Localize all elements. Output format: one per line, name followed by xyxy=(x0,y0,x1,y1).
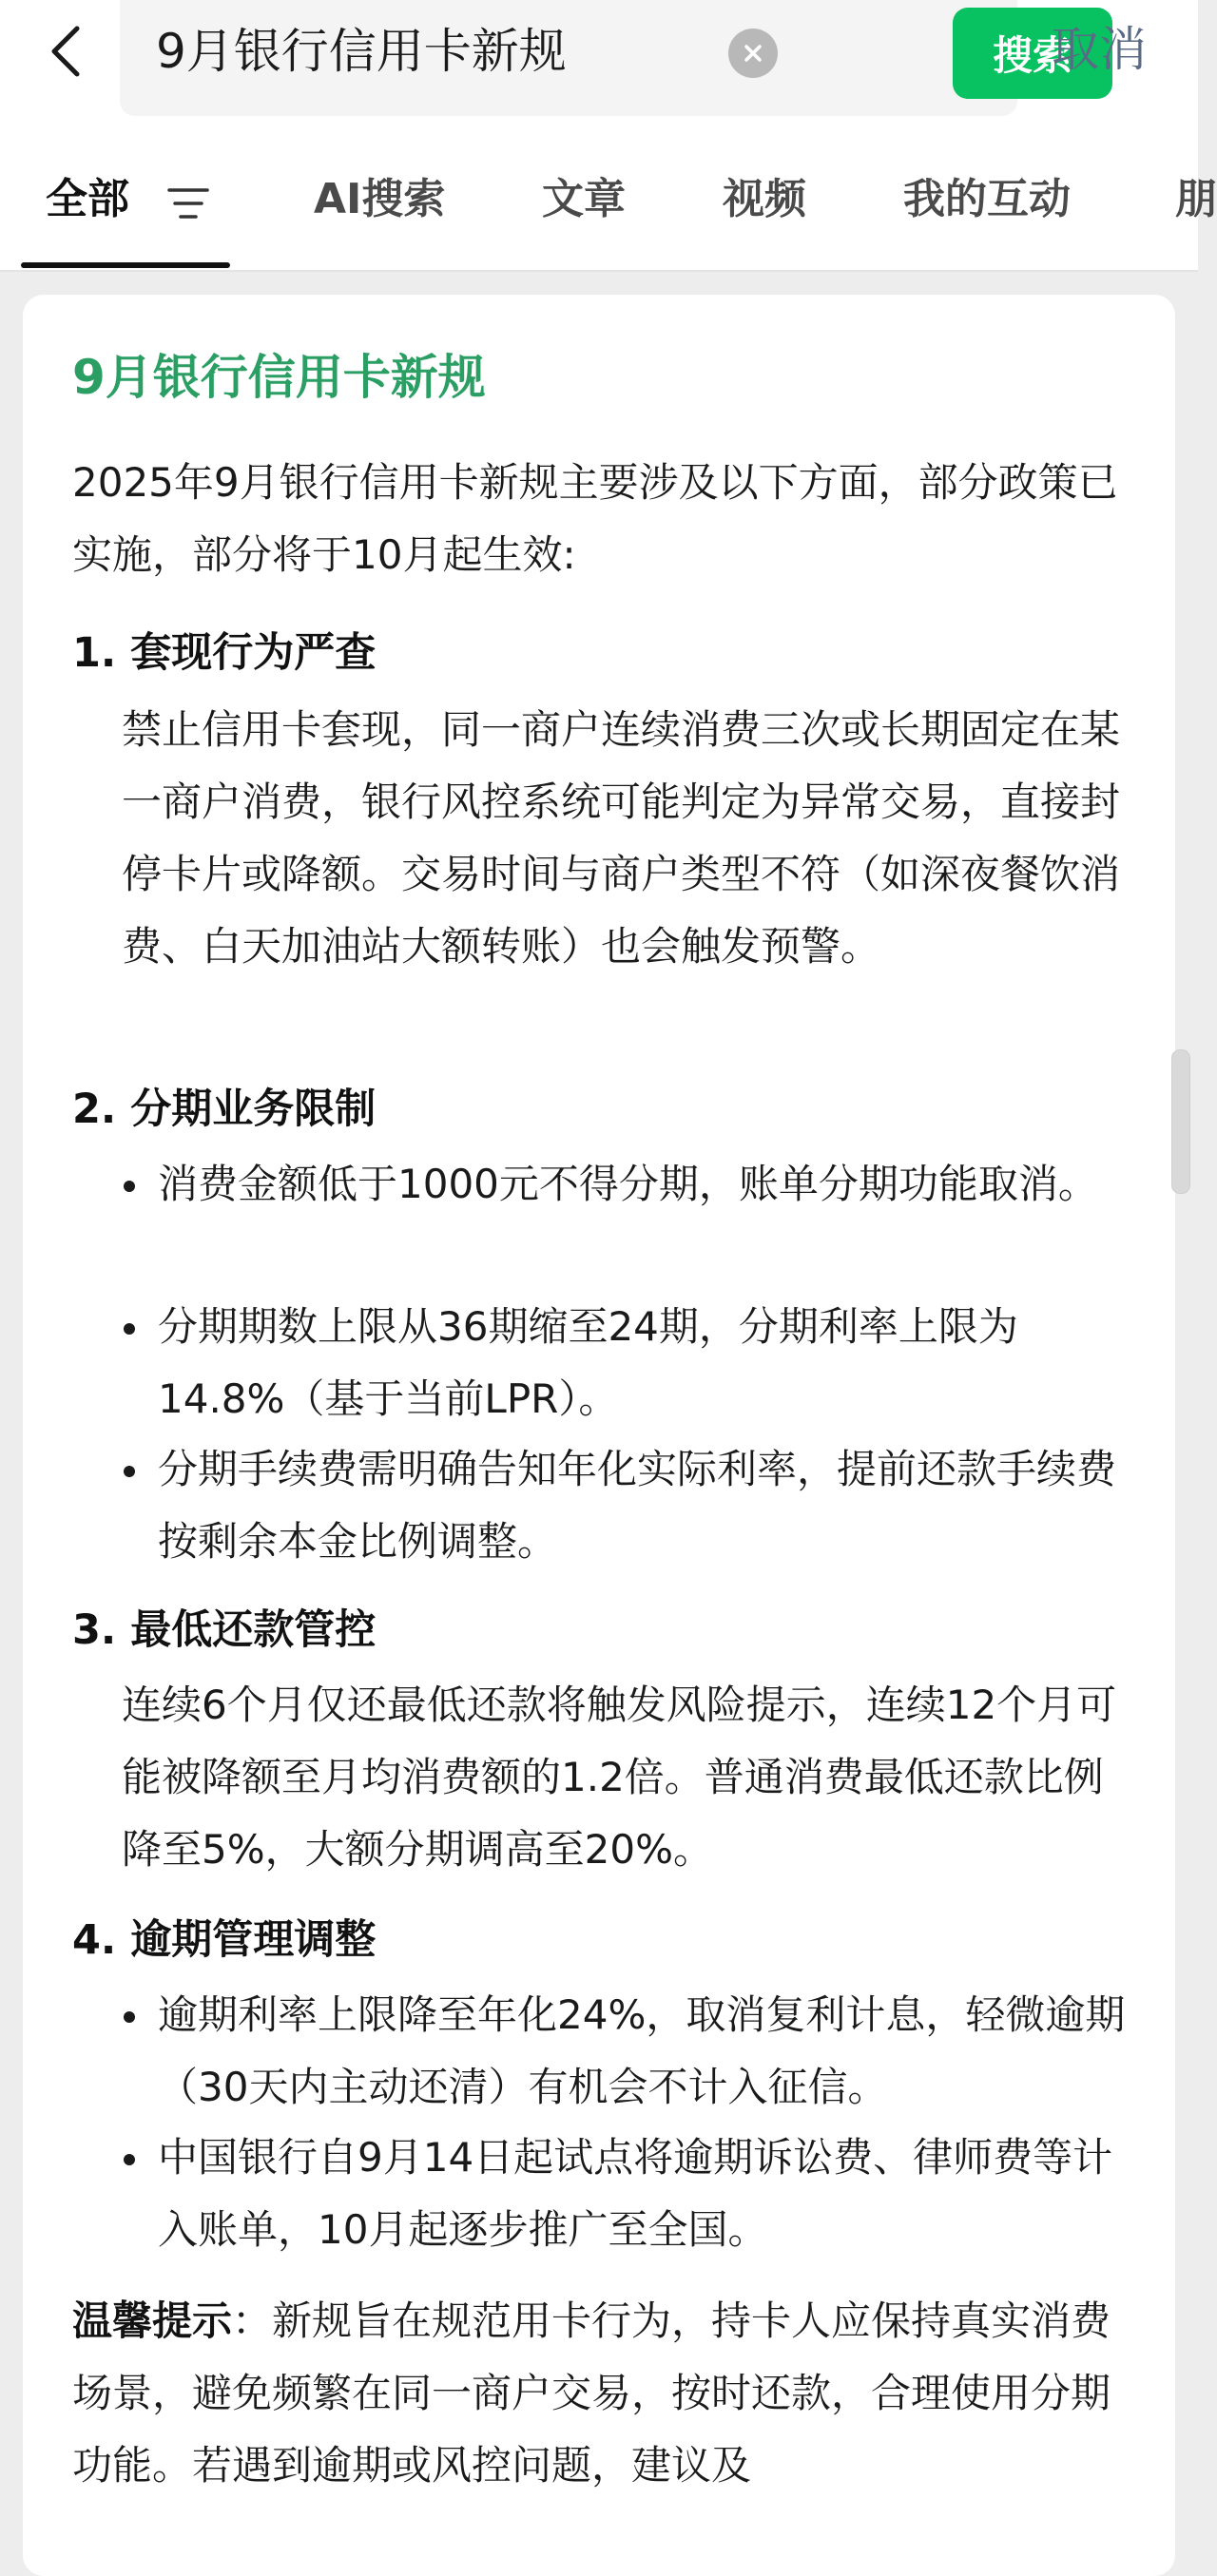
warm-tip xyxy=(72,2285,1139,2502)
search-query-text[interactable]: 9月银行信用卡新规 xyxy=(156,24,567,79)
clear-circle-icon xyxy=(742,42,764,65)
bullet-dot xyxy=(124,1466,135,1477)
bullet-dot xyxy=(124,1181,135,1192)
tab-ai-search[interactable]: AI搜索 xyxy=(314,175,446,223)
section-2-heading: 2. 分期业务限制 xyxy=(72,1086,377,1133)
cancel-button[interactable]: 取消 xyxy=(1052,22,1147,77)
clear-search-button[interactable] xyxy=(728,29,778,78)
tab-all[interactable]: 全部 xyxy=(46,175,129,223)
bullet-dot xyxy=(124,2154,135,2165)
back-button[interactable] xyxy=(32,17,99,86)
answer-title[interactable]: 9月银行信用卡新规 xyxy=(72,350,486,405)
section-1-heading: 1. 套现行为严查 xyxy=(72,629,377,677)
section-4-bullet-2: 中国银行自9月14日起试点将逾期诉讼费、律师费等计入账单，10月起逐步推广至全国。 xyxy=(158,2134,1113,2253)
section-2-bullet-1: 消费金额低于1000元不得分期，账单分期功能取消。 xyxy=(158,1161,1098,1207)
answer-intro: 2025年9月银行信用卡新规主要涉及以下方面，部分政策已实施，部分将于10月起生效: xyxy=(72,459,1118,578)
tab-bar xyxy=(0,118,1217,270)
active-tab-indicator xyxy=(21,262,230,268)
section-4-bullet-1: 逾期利率上限降至年化24%，取消复利计息，轻微逾期（30天内主动还清）有机会不计入征信。 xyxy=(158,1991,1126,2110)
search-button[interactable]: 搜索 xyxy=(953,8,1112,99)
tab-articles[interactable]: 文章 xyxy=(542,175,626,223)
ai-answer-card xyxy=(23,295,1175,2576)
warm-tip-label: 温馨提示 xyxy=(72,2297,233,2344)
tabs-divider xyxy=(0,270,1198,272)
search-input[interactable] xyxy=(120,0,1072,116)
section-2-bullet-3: 分期手续费需明确告知年化实际利率，提前还款手续费按剩余本金比例调整。 xyxy=(158,1446,1117,1565)
filter-lines-icon[interactable] xyxy=(167,186,209,221)
tab-friends[interactable]: 朋 xyxy=(1175,175,1217,223)
section-1-body: 禁止信用卡套现，同一商户连续消费三次或长期固定在某一商户消费，银行风控系统可能判定为异常交易，直接封停卡片或降额。交易时间与商户类型不符（如深夜餐饮消费、白天加油站大额转账）也会触发预警。 xyxy=(122,706,1121,970)
section-3-body: 连续6个月仅还最低还款将触发风险提示，连续12个月可能被降额至月均消费额的1.2倍。普通消费最低还款比例降至5%，大额分期调高至20%。 xyxy=(122,1682,1117,1873)
tab-videos[interactable]: 视频 xyxy=(723,175,806,223)
scrollbar-thumb[interactable] xyxy=(1171,1049,1190,1194)
bullet-dot xyxy=(124,2011,135,2023)
tab-my-interactions[interactable]: 我的互动 xyxy=(903,175,1071,223)
bullet-dot xyxy=(124,1323,135,1335)
section-4-heading: 4. 逾期管理调整 xyxy=(72,1916,377,1964)
search-header xyxy=(0,0,1198,118)
section-2-bullet-2: 分期期数上限从36期缩至24期，分期利率上限为14.8%（基于当前LPR）。 xyxy=(158,1303,1018,1422)
section-3-heading: 3. 最低还款管控 xyxy=(72,1606,377,1654)
warm-tip-text: ：新规旨在规范用卡行为，持卡人应保持真实消费场景，避免频繁在同一商户交易，按时还款，合理使用分期功能。若遇到逾期或风控问题，建议及 xyxy=(72,2297,1111,2489)
chevron-left-icon xyxy=(47,23,85,80)
